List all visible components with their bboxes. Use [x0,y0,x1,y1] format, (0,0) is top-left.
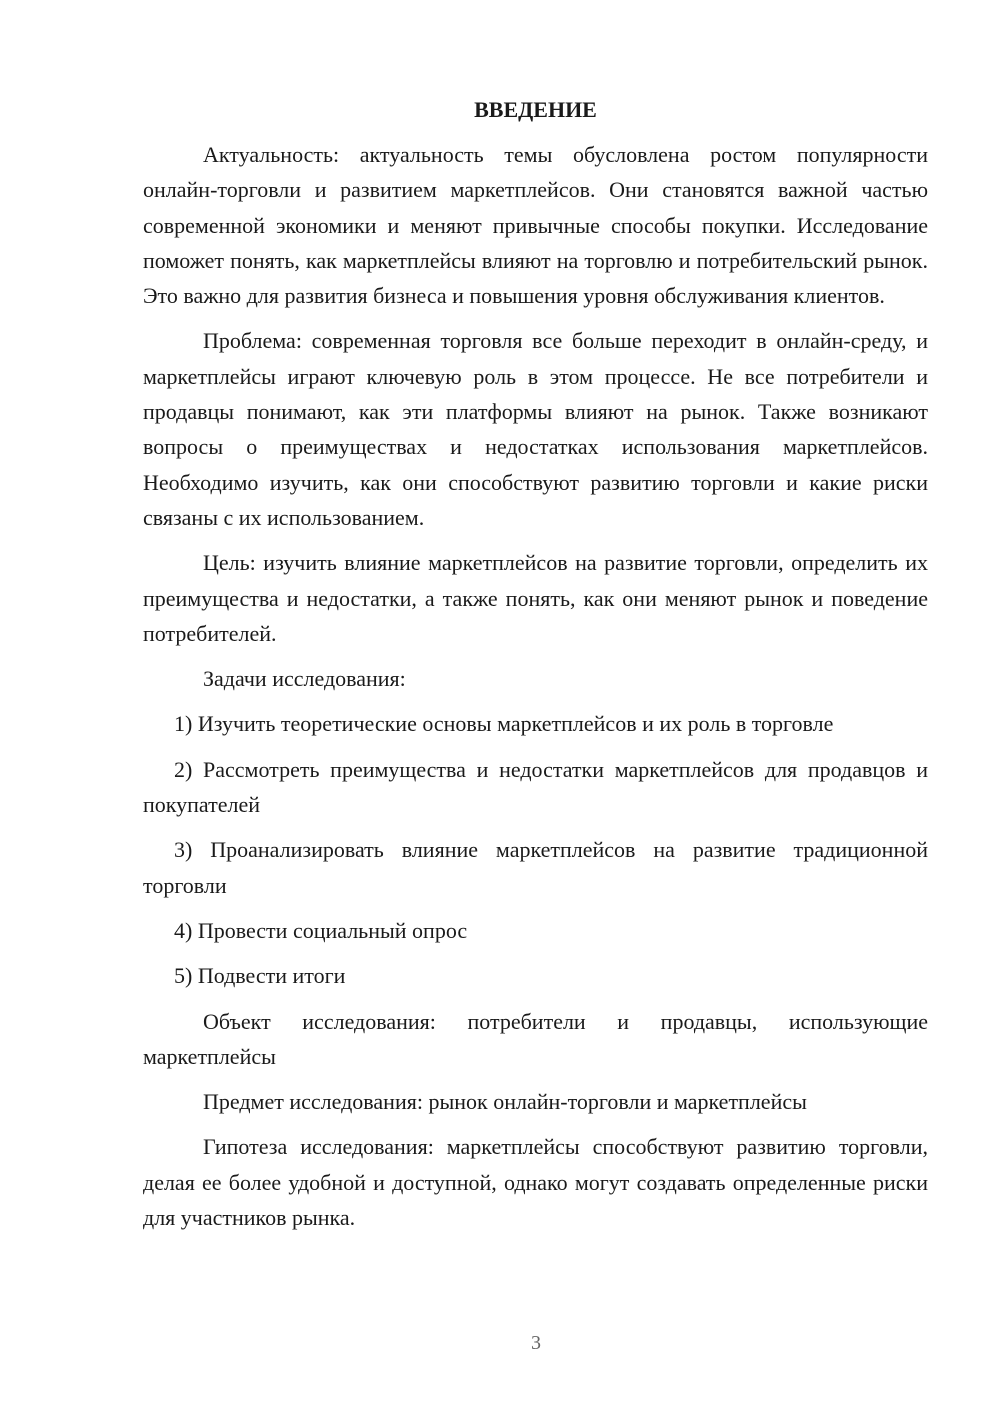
paragraph-object: Объект исследования: потребители и продавцы, использующие маркетплейсы [143,1008,928,1069]
paragraph-goal: Цель: изучить влияние маркетплейсов на развитие торговли, определить их преимущества и недостатки, а также понять, как они меняют рынок и поведение потребителей. [143,550,928,646]
paragraph-problem: Проблема: современная торговля все больше переходит в онлайн-среду, и маркетплейсы играют ключевую роль в этом процессе. Не все потребители и продавцы понимают, как эти платформы влияют на рынок. Также возникают вопросы о преимуществах и недостатках использования маркетплейсов. Необходимо изучить, как они способствуют развитию торговли и какие риски связаны с их использованием. [143,328,928,530]
paragraph-subject: Предмет исследования: рынок онлайн-торговли и маркетплейсы [203,1089,807,1115]
page-number: 3 [531,1332,541,1354]
page-content [143,92,928,1245]
tasks-heading: Задачи исследования: [203,666,406,692]
task-item: 3) Проанализировать влияние маркетплейсов на развитие традиционной торговли [143,837,928,898]
paragraph-hypothesis: Гипотеза исследования: маркетплейсы способствуют развитию торговли, делая ее более удобной и доступной, однако могут создавать определенные риски для участников рынка. [143,1134,928,1231]
task-item: 5) Подвести итоги [174,963,346,989]
task-item: 1) Изучить теоретические основы маркетплейсов и их роль в торговле [174,711,834,737]
page-title: ВВЕДЕНИЕ [474,97,597,122]
task-item: 2) Рассмотреть преимущества и недостатки маркетплейсов для продавцов и покупателей [143,756,928,818]
paragraph-relevance: Актуальность: актуальность темы обусловлена ростом популярности онлайн-торговли и развитием маркетплейсов. Они становятся важной частью современной экономики и меняют привычные способы покупки. Исследование поможет понять, как маркетплейсы влияют на торговлю и потребительский рынок. Это важно для развития бизнеса и повышения уровня обслуживания клиентов. [143,142,928,309]
task-item: 4) Провести социальный опрос [174,917,468,943]
